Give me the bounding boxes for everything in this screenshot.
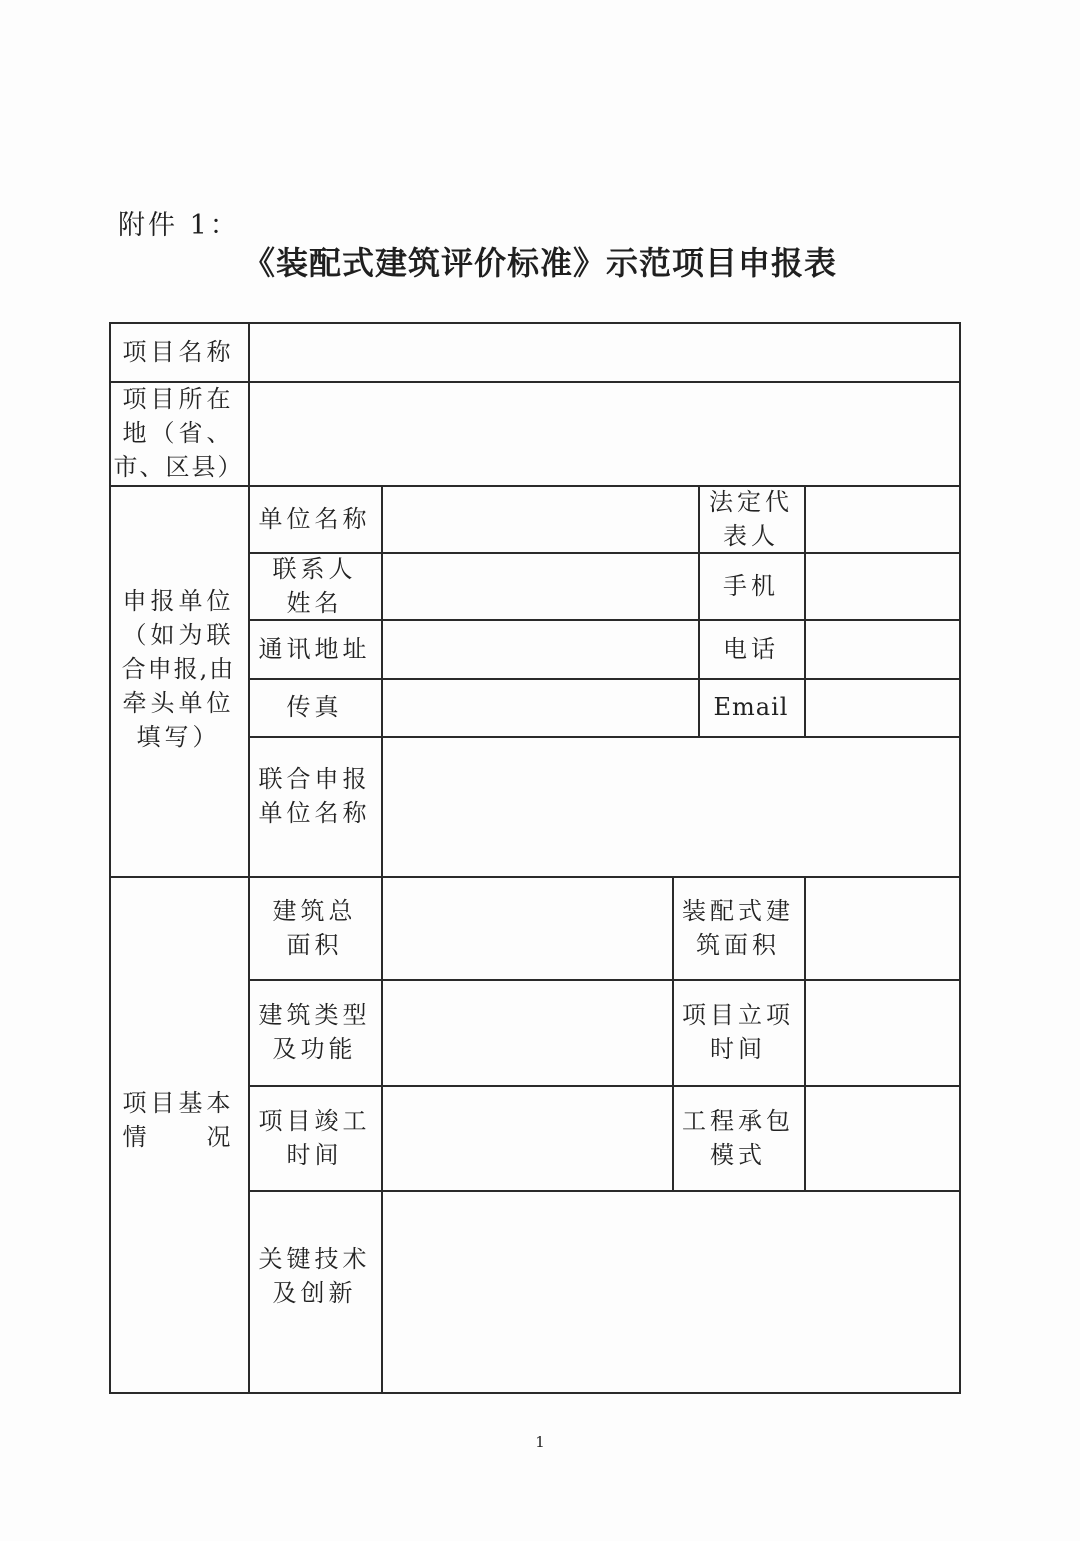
legal-rep-label: 法定代 表人 [709,487,793,550]
key-tech-field[interactable] [383,1192,959,1392]
approval-time-label: 项目立项 时间 [682,1001,794,1063]
email-field[interactable] [806,680,959,736]
project-location-label: 项目所在 地（省、 市、区县） [113,385,244,481]
approval-time-field[interactable] [806,981,959,1085]
key-tech-label: 关键技术 及创新 [258,1245,371,1307]
application-form [109,322,961,1394]
mobile-label: 手机 [723,571,779,600]
completion-time-label: 项目竣工 时间 [258,1106,371,1169]
joint-units-field[interactable] [383,738,959,876]
project-location-field[interactable] [250,383,959,485]
unit-name-field[interactable] [383,487,698,552]
joint-units-label: 联合申报 单位名称 [258,765,371,827]
fax-field[interactable] [383,680,698,736]
total-area-label: 建筑总 面积 [272,896,357,959]
contract-mode-field[interactable] [806,1087,959,1190]
page-number: 1 [535,1433,545,1451]
page-title: 《装配式建筑评价标准》示范项目申报表 [242,244,837,282]
contact-name-field[interactable] [383,554,698,619]
prefab-area-label: 装配式建 筑面积 [682,896,794,959]
building-type-label: 建筑类型 及功能 [258,1001,371,1063]
contract-mode-label: 工程承包 模式 [682,1106,794,1169]
project-name-field[interactable] [250,323,959,381]
fax-label: 传真 [286,693,343,721]
total-area-field[interactable] [383,878,672,979]
mobile-field[interactable] [806,554,959,619]
email-label: Email [713,693,789,721]
legal-rep-field[interactable] [806,487,959,552]
address-field[interactable] [383,621,698,678]
contact-name-label: 联系人 姓名 [272,554,357,617]
project-name-label: 项目名称 [122,337,235,366]
phone-field[interactable] [806,621,959,678]
applicant-group-label: 申报单位 （如为联 合申报,由 牵头单位 填写） [121,586,236,751]
building-type-field[interactable] [383,981,672,1085]
attachment-label: 附件 1： [118,210,240,241]
border-right [959,322,961,1394]
phone-label: 电话 [723,634,779,663]
basic-info-group-label: 项目基本 情 况 [122,1089,235,1151]
address-label: 通讯地址 [258,634,371,663]
completion-time-field[interactable] [383,1087,672,1190]
unit-name-label: 单位名称 [258,504,371,533]
prefab-area-field[interactable] [806,878,959,979]
